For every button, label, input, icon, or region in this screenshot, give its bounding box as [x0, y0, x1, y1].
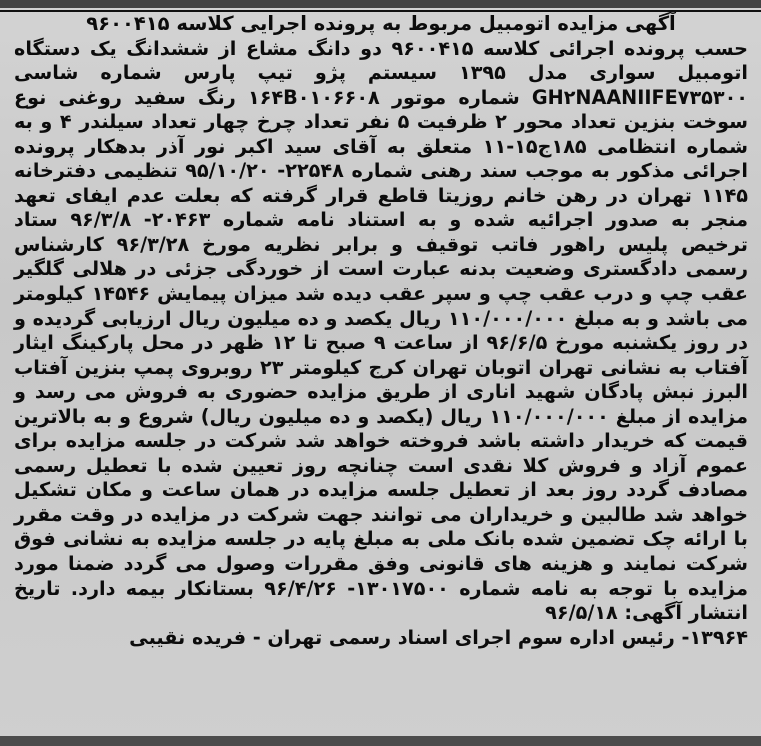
- notice-body: حسب پرونده اجرائی کلاسه ۹۶۰۰۴۱۵ دو دانگ مشاع از ششدانگ یک دستگاه اتومبیل سواری مدل ۱۳۹۵ سیستم پژو تیپ پارس شماره شاسی GH۲NAANIIFE۷۳۵۳۰۰ شماره موتور ۱۶۴B۰۱۰۶۶۰۸ رنگ سفید روغنی نوع سوخت بنزین تعداد محور ۲ ظرفیت ۵ نفر تعداد چرخ چهار تعداد سیلندر ۴ و به شماره انتظامی ۱۸۵ج۱۵-۱۱ متعلق به آقای سید اکبر نور آذر بدهکار پرونده اجرائی مذکور به موجب سند رهنی شماره ۲۲۵۴۸- ۹۵/۱۰/۲۰ تنظیمی دفترخانه ۱۱۴۵ تهران در رهن خانم روزیتا قاطع قرار گرفته که بعلت عدم ایفای تعهد منجر به صدور اجرائیه شده و به استناد نامه شماره ۲۰۴۶۳- ۹۶/۳/۸ ستاد ترخیص پلیس راهور فاتب توقیف و برابر نظریه مورخ ۹۶/۳/۲۸ کارشناس رسمی دادگستری وضعیت بدنه عبارت است از خوردگی جزئی در هلالی گلگیر عقب چپ و درب عقب چپ و سپر عقب دیده شد میزان پیمایش ۱۴۵۴۶ کیلومتر می باشد و به مبلغ ۱۱۰/۰۰۰/۰۰۰ ریال یکصد و ده میلیون ریال ارزیابی گردیده و در روز یکشنبه مورخ ۹۶/۶/۵ از ساعت ۹ صبح تا ۱۲ ظهر در محل پارکینگ ایثار آفتاب به نشانی تهران اتوبان تهران کرج کیلومتر ۲۳ روبروی پمپ بنزین آفتاب البرز نبش پادگان شهید اناری از طریق مزایده حضوری به فروش می رسد و مزایده از مبلغ ۱۱۰/۰۰۰/۰۰۰ ریال (یکصد و ده میلیون ریال) شروع و به بالاترین قیمت که خریدار داشته باشد فروخته خواهد شد شرکت در جلسه مزایده برای عموم آزاد و فروش کلا نقدی است چنانچه روز تعیین شده با تعطیل رسمی مصادف گردد روز بعد از تعطیل جلسه مزایده در همان ساعت و مکان تشکیل خواهد شد طالبین و خریداران می توانند جهت شرکت در مزایده در وقت مقرر با ارائه چک تضمین شده بانک ملی به مبلغ پایه در جلسه مزایده به نشانی فوق شرکت نمایند و هزینه های قانونی وفق مقررات وصول می گردد ضمنا مورد مزایده با توجه به نامه شماره ۱۳۰۱۷۵۰۰- ۹۶/۴/۲۶ بستانکار بیمه دارد. تاریخ انتشار آگهی: ۹۶/۵/۱۸: [14, 36, 749, 625]
- notice-signature: ۱۳۹۶۴- رئیس اداره سوم اجرای اسناد رسمی تهران - فریده نقیبی: [129, 625, 748, 649]
- notice-title: آگهی مزایده اتومبیل مربوط به پرونده اجرایی کلاسه ۹۶۰۰۴۱۵: [86, 12, 676, 35]
- previous-ad-edge: [0, 0, 761, 8]
- next-ad-edge: [0, 736, 761, 746]
- auction-notice: [14, 12, 748, 650]
